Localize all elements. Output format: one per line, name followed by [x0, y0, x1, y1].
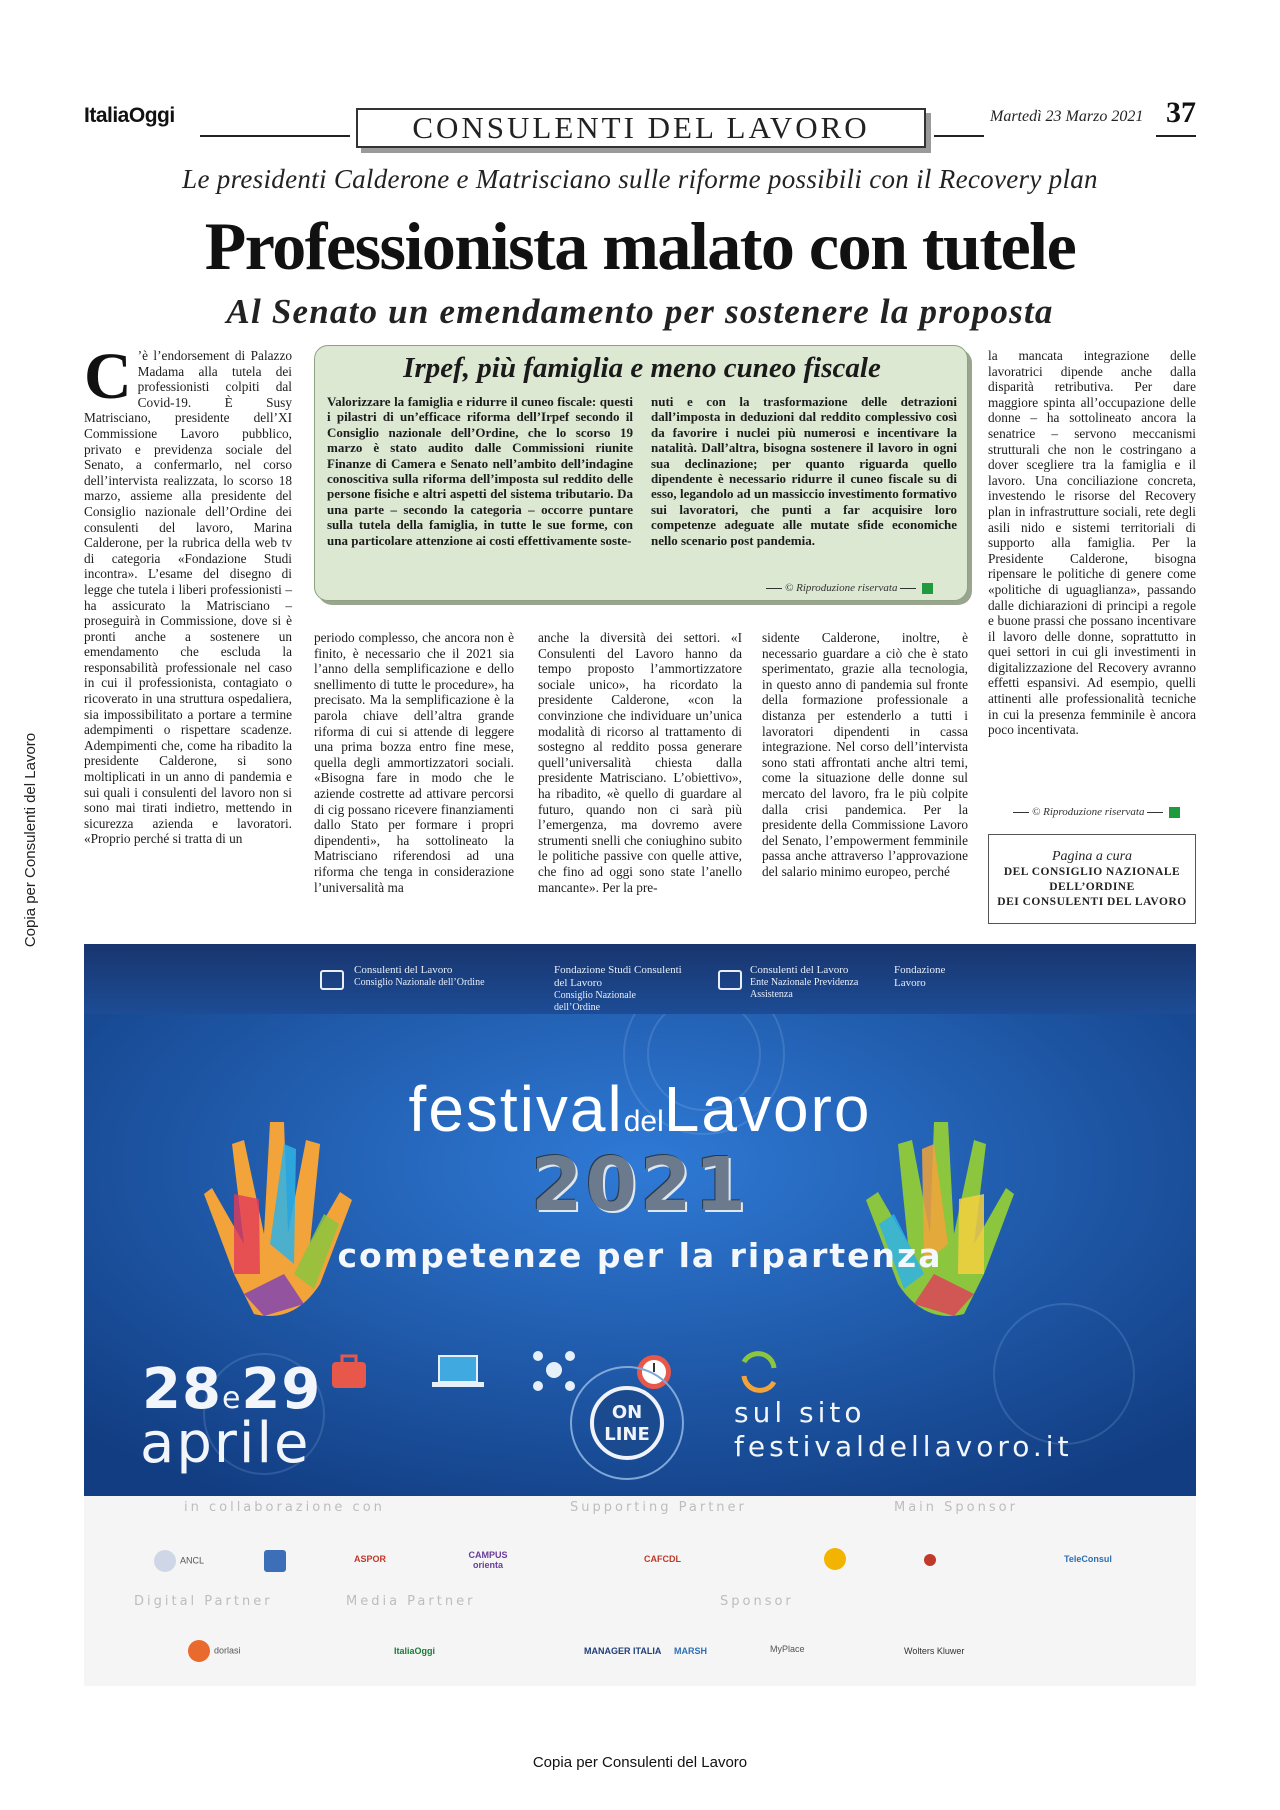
article-column-1-text: ’è l’endorsement di Palazzo Madama alla tutela dei professionisti colpiti dal Covid-19. È Susy Matrisciano, presidente dell’XI Commissione Lavoro pubblico, privato e previdenza sociale del Senato, a confermarlo, nel corso dell’intervista realizzata, lo scorso 18 marzo, assieme alla presidente del Consiglio nazionale dell’Ordine dei consulenti del lavoro, Marina Calderone, per la rubrica della web tv di categoria «Fondazione Studi incontra». L’esame del disegno di legge che tutela i liberi professionisti – ha assicurato la Matrisciano – proseguirà in Commissione, dove si è pronti anche a sostenere un emendamento che escluda la responsabilità professionale nel caso in cui il professionista, contagiato o ricoverato in una struttura ospedaliera, sia impossibilitato a portare a termine adempimenti o rispettare scadenze. Adempimenti che, come ha ribadito la presidente Calderone, si sono moltiplicati in un anno di pandemia e sui quali i consulenti del lavoro non si sono mai tirati indietro, mettendo in sicurezza azienda e lavoratori. «Proprio perché si tratta di un [84, 348, 292, 847]
org-logo-cdl [354, 964, 485, 989]
event-day-second: 29 [241, 1357, 322, 1422]
copyright-text: © Riproduzione riservata [1032, 806, 1145, 818]
website-label: sul sito [734, 1396, 866, 1429]
copyright-rule [1013, 812, 1029, 813]
festival-title-del: del [623, 1105, 664, 1138]
festival-title [84, 1072, 1196, 1146]
footer-copy-note: Copia per Consulenti del Lavoro [532, 1754, 748, 1771]
article-headline: Professionista malato con tutele [204, 208, 1076, 284]
article-column-1 [84, 340, 292, 847]
enpacl-logo-icon [718, 970, 742, 990]
sponsor-logo: MANAGER ITALIA [584, 1646, 662, 1656]
sponsor-heading-supporting: Supporting Partner [570, 1500, 747, 1515]
online-badge [590, 1386, 664, 1460]
sponsor-logo: CAFCDL [644, 1554, 681, 1564]
sponsor-logo: Wolters Kluwer [904, 1646, 965, 1656]
sponsor-logo: ASPOR [354, 1554, 387, 1564]
sponsor-logo [154, 1550, 204, 1572]
sidebar-box-column-right: nuti e con la trasformazione delle detrazioni dall’imposta in deduzioni dal reddito complessivo così da favorire i nuclei più numerosi e incentivare la natalità. Dall’altra, bisogna sostenere il lavoro in ogni sua declinazione; per quanto riguarda quello dipendente è necessario ridurre il cuneo fiscale su di esso, legandolo ad un massiccio investimento formativo sui lavoratori, che punti a far acquisire loro competenze adeguate alle mutate sfide economiche nello scenario post pandemia. [651, 394, 957, 548]
org-logo-enpacl-title: Consulenti del Lavoro [750, 964, 849, 976]
org-logo-enpacl [750, 964, 870, 1001]
copyright-square-icon [1169, 807, 1180, 818]
festival-title-word: festival [408, 1073, 624, 1145]
org-logo-fondazione-title: Fondazione Studi Consulenti del Lavoro [554, 964, 682, 989]
online-badge-line1: ON [611, 1402, 643, 1423]
website-url: festivaldellavoro.it [734, 1430, 1073, 1463]
sponsor-heading-digital: Digital Partner [134, 1594, 273, 1609]
article-column-5 [988, 348, 1196, 738]
org-logo-fondazione-studi [554, 964, 684, 1014]
article-copyright [1010, 806, 1180, 818]
newspaper-logo: ItaliaOggi [84, 104, 175, 127]
cdl-logo-icon [320, 970, 344, 990]
sidebar-box-copyright [763, 582, 933, 594]
org-logo-fondazione-lavoro-title: Fondazione Lavoro [894, 964, 946, 989]
org-logo-enpacl-subtitle: Ente Nazionale Previdenza Assistenza [750, 977, 859, 1000]
festival-banner [84, 944, 1196, 1496]
event-day-first: 28 [142, 1357, 222, 1422]
sponsor-logo: MyPlace [770, 1644, 805, 1654]
sponsor-logo-text: ANCL [180, 1555, 205, 1566]
masthead [84, 96, 1196, 152]
sponsor-heading-main: Main Sponsor [894, 1500, 1018, 1515]
sponsor-logo [188, 1640, 241, 1662]
sidebar-box-title: Irpef, più famiglia e meno cuneo fiscale [403, 352, 881, 384]
sponsor-logo-icon [154, 1550, 176, 1572]
section-title: CONSULENTI DEL LAVORO [356, 108, 926, 148]
diamond-logo-icon [264, 1550, 286, 1572]
sponsor-heading-sponsor: Sponsor [720, 1594, 794, 1609]
page-credit-box [988, 834, 1196, 924]
article-column-3: anche la diversità dei settori. «I Consulenti del Lavoro hanno da tempo proposto l’ammortizzatore sociale unico», ha ricordato la presidente Calderone, «con la convinzione che individuare un’unica modalità di ricorso al trattamento di sostegno al reddito possa generare quell’universalità chiesta dalla presidente Matrisciano. L’obiettivo», ha ribadito, «è quello di guardare al futuro, quando non ci sarà più l’emergenza, ma dovremo avere strumenti snelli che coniughino subito le politiche passive con quelle attive, che fino ad oggi sono state l’anello mancante». Per la pre- [538, 630, 742, 895]
sponsor-logo [924, 1554, 940, 1566]
sidebar-box [314, 345, 968, 601]
credit-intro: Pagina a cura [1051, 849, 1133, 864]
masthead-rule-right [1156, 135, 1196, 137]
article-column-4: sidente Calderone, inoltre, è necessario guardare a ciò che è stato sperimentato, grazie alla tecnologia, in questo anno di pandemia sul fronte della formazione professionale a distanza per estenderlo a tutti i lavoratori dipendenti in cassa integrazione. Nel corso dell’intervista sono stati affrontati anche altri temi, come la situazione delle donne sul mercato del lavoro, fra le più colpite dalla crisi pandemica. Per la presidente della Commissione Lavoro del Senato, l’empowerment femminile passa anche attraverso l’approvazione del salario minimo europeo, perché [762, 630, 968, 879]
festival-title-lavoro: Lavoro [663, 1073, 872, 1145]
event-month: aprile [140, 1411, 311, 1476]
org-logo-fondazione-lavoro [894, 964, 974, 990]
sponsor-logo-icon [188, 1640, 210, 1662]
page-number: 37 [1166, 96, 1196, 129]
article-subhead: Al Senato un emendamento per sostenere la proposta [226, 292, 1054, 331]
sponsor-logo: TeleConsul [1064, 1554, 1112, 1564]
org-logo-cdl-title: Consulenti del Lavoro [354, 964, 453, 976]
issue-date: Martedì 23 Marzo 2021 [990, 108, 1144, 125]
masthead-rule-left [200, 135, 350, 137]
sponsor-heading-media: Media Partner [346, 1594, 476, 1609]
article-kicker: Le presidenti Calderone e Matrisciano sulle riforme possibili con il Recovery plan [182, 164, 1098, 194]
sponsor-logo [264, 1550, 290, 1572]
sponsor-logo: MARSH [674, 1646, 707, 1656]
sponsor-logo: CAMPUS orienta [468, 1550, 508, 1570]
masthead-rule-mid [934, 135, 984, 137]
credit-line: DEL CONSIGLIO NAZIONALE [1003, 866, 1181, 878]
org-logo-fondazione-subtitle: Consiglio Nazionale dell’Ordine [554, 990, 636, 1013]
sponsor-strip [84, 1496, 1196, 1686]
online-badge-line2: LINE [604, 1424, 650, 1445]
event-day-conjunction: e [221, 1381, 242, 1416]
side-copy-note: Copia per Consulenti del Lavoro [22, 732, 39, 948]
sponsor-logo [824, 1548, 850, 1570]
festival-year: 2021 [531, 1142, 749, 1228]
drop-cap: C [84, 340, 132, 413]
credit-line: DELL’ORDINE [1049, 881, 1135, 893]
copyright-rule [900, 588, 916, 589]
sponsor-heading-collab: in collaborazione con [184, 1500, 385, 1515]
copyright-rule [766, 588, 782, 589]
credit-line: DEI CONSULENTI DEL LAVORO [997, 896, 1187, 908]
copyright-square-icon [922, 583, 933, 594]
sponsor-logo-icon [924, 1554, 936, 1566]
sidebar-box-column-left: Valorizzare la famiglia e ridurre il cuneo fiscale: questi i pilastri di un’efficace riforma dell’Irpef secondo il Consiglio nazionale dell’Ordine, che lo scorso 19 marzo è stato audito dalle Commissioni riunite Finanze di Camera e Senato nell’ambito dell’indagine conoscitiva sulla riforma dell’imposta sul reddito delle persone fisiche e altri aspetti del sistema tributario. Da una parte – secondo la categoria – occorre puntare sulla tutela della famiglia, in tutte le sue forme, con una particolare attenzione ai costi effettivamente soste- [327, 394, 633, 548]
copyright-text: © Riproduzione riservata [785, 582, 898, 594]
sponsor-logo-icon [824, 1548, 846, 1570]
sponsor-logo: ItaliaOggi [394, 1646, 436, 1656]
sponsor-logo-text: dorlasi [214, 1645, 241, 1656]
laptop-icon [432, 1356, 484, 1387]
festival-tagline: competenze per la ripartenza [337, 1236, 943, 1275]
article-column-2: periodo complesso, che ancora non è finito, è necessario che il 2021 sia l’anno della semplificazione e dello snellimento di tutte le procedure», ha precisato. Ma la semplificazione è la parola chiave dell’altra grande riforma di cui si attende di leggere una prima bozza entro fine mese, quella degli ammortizzatori sociali. «Bisogna fare in modo che le aziende costrette ad attivare percorsi di cig possano ricevere finanziamenti dallo Stato per formare i propri dipendenti», ha sottolineato la Matrisciano riferendosi ad una riforma che tenga in considerazione l’universalità ma [314, 630, 514, 895]
article-column-5-text: la mancata integrazione delle lavoratrici dipende anche dalla disparità retributiva. Per dare maggiore spinta all’occupazione delle donne – ha sottolineato ancora la senatrice – servono meccanismi strutturali che non le costringano a dover scegliere tra la famiglia e il lavoro. Una conciliazione concreta, investendo le risorse del Recovery plan in infrastrutture sociali, rete degli asili nido e sistemi territoriali di supporto alla famiglia. Per la Presidente Calderone, bisogna ripensare le politiche di genere come «politiche di uguaglianza», passando dalle dichiarazioni di principi a regole e buone prassi che possano incentivare il lavoro delle donne, soprattutto in quei settori in cui gli investimenti in digitalizzazione del Recovery avranno effetti espansivi. Ad esempio, quelli attinenti alle professionalità tecniche in cui la presenza femminile è ancora poco incentivata. [988, 348, 1196, 738]
copyright-rule [1147, 812, 1163, 813]
org-logo-cdl-subtitle: Consiglio Nazionale dell’Ordine [354, 977, 485, 988]
